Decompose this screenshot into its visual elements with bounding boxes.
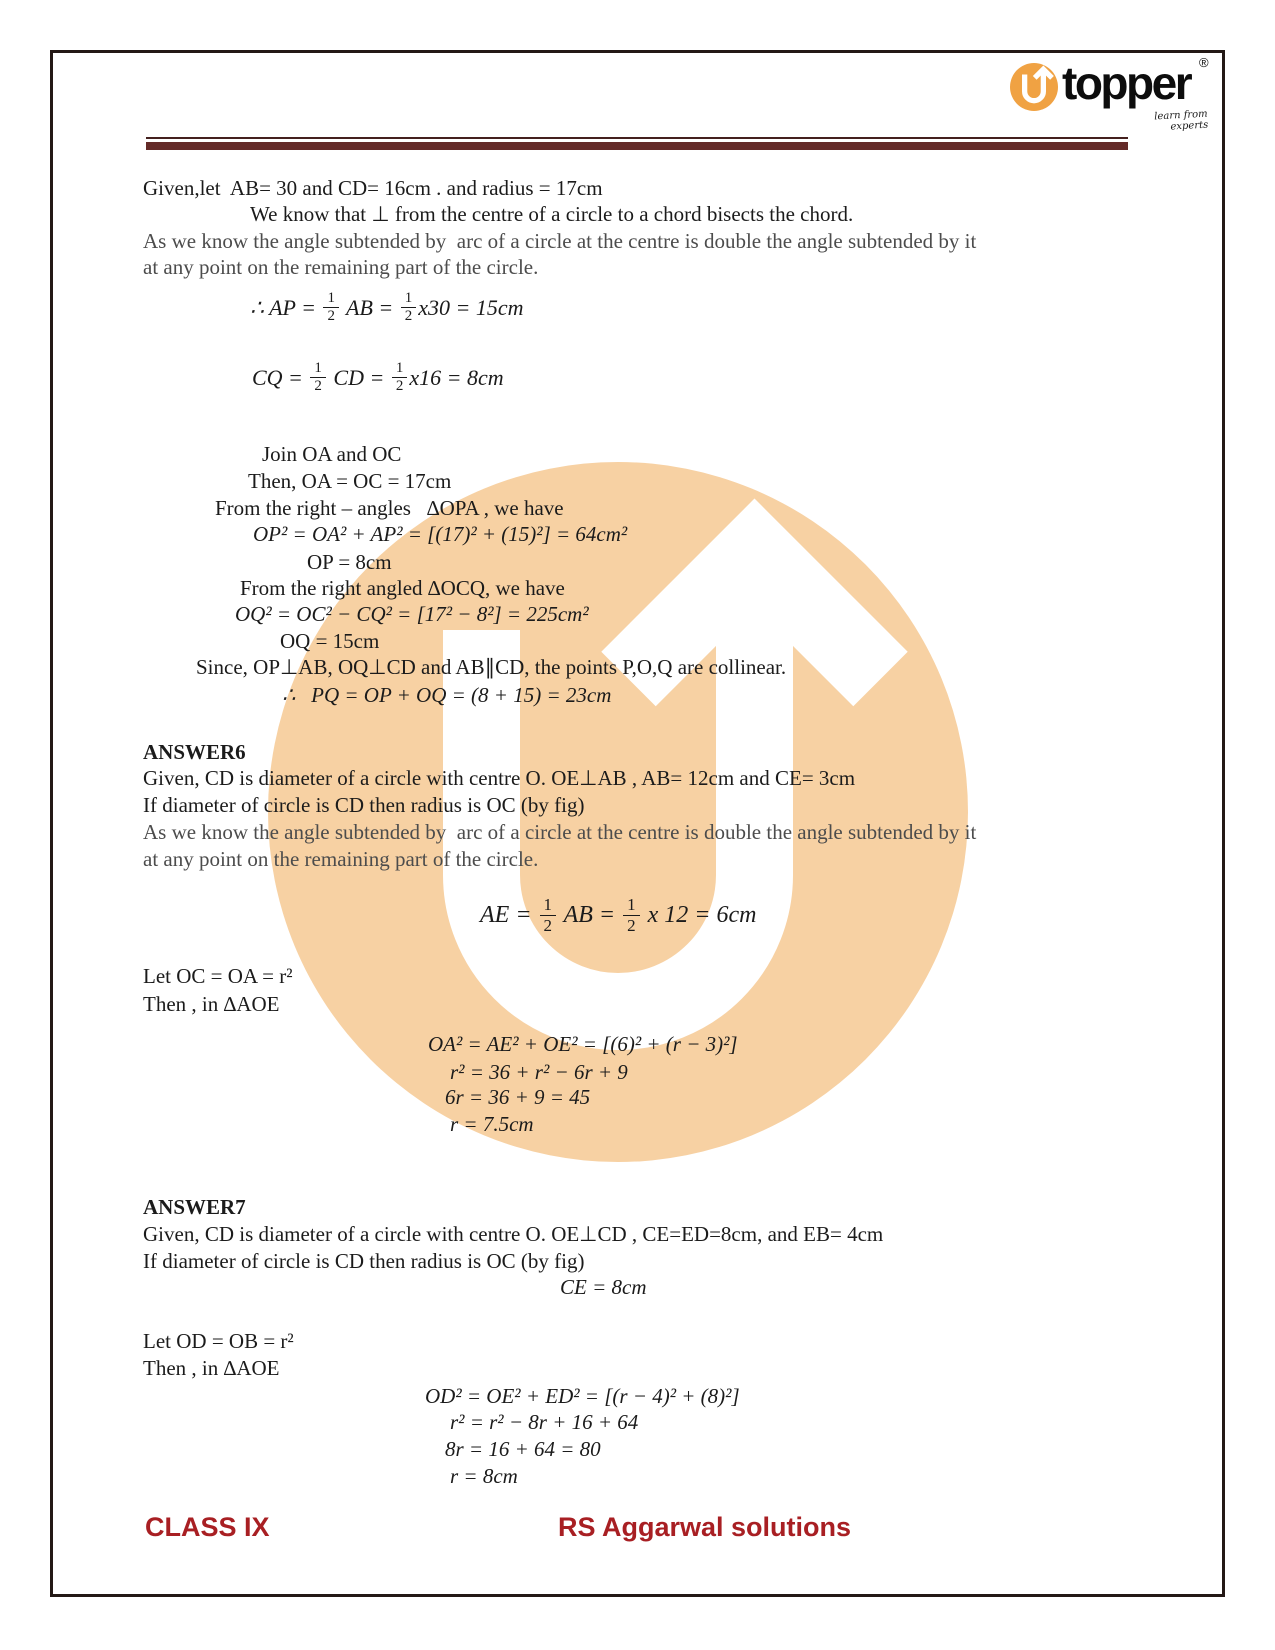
equation-segment: CQ =	[252, 364, 309, 390]
text-line: As we know the angle subtended by arc of a circle at the centre is double the angle subtended by it	[143, 820, 977, 844]
header-divider-thick	[146, 142, 1128, 150]
fraction-denominator: 2	[314, 378, 322, 395]
brand-tagline: learn from experts	[1153, 108, 1209, 133]
equation-line: OQ² = OC² − CQ² = [17² − 8²] = 225cm²	[235, 602, 589, 626]
fraction-denominator: 2	[395, 378, 404, 395]
equation-line: OD² = OE² + ED² = [(r − 4)² + (8)²]	[425, 1384, 740, 1408]
equation-line: CE = 8cm	[560, 1275, 647, 1299]
equation-segment: x16 = 8cm	[409, 364, 504, 390]
fraction	[623, 895, 640, 935]
fraction-denominator: 2	[627, 915, 636, 935]
fraction-numerator: 1	[310, 360, 326, 378]
fraction	[540, 895, 557, 935]
fraction	[392, 360, 408, 396]
text-line: If diameter of circle is CD then radius is OC (by fig)	[143, 1249, 585, 1273]
text-line: Given, CD is diameter of a circle with centre O. OE⊥AB , AB= 12cm and CE= 3cm	[143, 766, 856, 790]
equation-segment: x30 = 15cm	[418, 294, 524, 320]
registered-trademark-symbol: ®	[1199, 55, 1209, 70]
equation-segment: AE =	[480, 901, 538, 928]
text-line: at any point on the remaining part of the circle.	[143, 255, 539, 279]
fraction	[401, 290, 417, 326]
text-line: at any point on the remaining part of the circle.	[143, 847, 539, 871]
equation-line: r = 8cm	[450, 1464, 518, 1488]
fraction-denominator: 2	[543, 915, 553, 935]
fraction-numerator: 1	[392, 360, 408, 378]
fraction	[310, 360, 326, 396]
fraction-numerator: 1	[401, 290, 417, 308]
fraction-denominator: 2	[327, 308, 335, 325]
fraction-numerator: 1	[323, 290, 339, 308]
text-line: Then , in ∆AOE	[143, 992, 280, 1016]
footer-book-label: RS Aggarwal solutions	[558, 1512, 852, 1542]
text-line: From the right angled ∆OCQ, we have	[240, 576, 565, 600]
fraction-numerator: 1	[623, 895, 640, 916]
text-line: From the right – angles ∆OPA , we have	[215, 496, 564, 520]
equation-segment: AB =	[340, 294, 399, 320]
text-line: Given,let AB= 30 and CD= 16cm . and radius = 17cm	[143, 176, 603, 200]
fraction-numerator: 1	[540, 895, 557, 916]
text-line: OQ = 15cm	[280, 629, 380, 653]
equation-ap	[250, 290, 524, 326]
text-line: As we know the angle subtended by arc of a circle at the centre is double the angle subtended by it	[143, 229, 977, 253]
text-line: Given, CD is diameter of a circle with centre O. OE⊥CD , CE=ED=8cm, and EB= 4cm	[143, 1222, 884, 1246]
equation-segment: x 12 = 6cm	[641, 901, 757, 928]
equation-line: 8r = 16 + 64 = 80	[445, 1437, 601, 1461]
text-line: OP = 8cm	[307, 550, 392, 574]
footer-class-label: CLASS IX	[145, 1512, 270, 1542]
equation-segment: AB =	[558, 901, 622, 928]
text-line: If diameter of circle is CD then radius is OC (by fig)	[143, 793, 585, 817]
text-line: We know that ⊥ from the centre of a circle to a chord bisects the chord.	[250, 202, 854, 226]
text-line: Let OD = OB = r²	[143, 1329, 294, 1353]
answer6-heading: ANSWER6	[143, 740, 246, 764]
equation-segment: ∴ AP =	[250, 294, 322, 320]
text-line: Let OC = OA = r²	[143, 964, 293, 988]
answer7-heading: ANSWER7	[143, 1195, 246, 1219]
equation-line: r² = 36 + r² − 6r + 9	[450, 1060, 628, 1084]
header-divider-thin	[146, 137, 1128, 139]
text-line: Then , in ∆AOE	[143, 1356, 280, 1380]
fraction	[323, 290, 339, 326]
equation-segment: CD =	[327, 364, 390, 390]
text-line: Then, OA = OC = 17cm	[248, 469, 452, 493]
brand-wordmark: topper	[1062, 57, 1191, 109]
equation-line: r = 7.5cm	[450, 1112, 534, 1136]
equation-cq	[252, 360, 504, 396]
logo-circle	[1010, 63, 1058, 111]
topper-logo-icon	[1010, 63, 1058, 111]
equation-ae	[480, 895, 756, 935]
text-line: Join OA and OC	[262, 442, 402, 466]
equation-line: 6r = 36 + 9 = 45	[445, 1085, 591, 1109]
equation-line: OA² = AE² + OE² = [(6)² + (r − 3)²]	[428, 1032, 738, 1056]
equation-line: r² = r² − 8r + 16 + 64	[450, 1410, 639, 1434]
fraction-denominator: 2	[404, 308, 413, 325]
equation-line: ∴ PQ = OP + OQ = (8 + 15) = 23cm	[282, 683, 612, 707]
equation-line: OP² = OA² + AP² = [(17)² + (15)²] = 64cm²	[253, 522, 628, 546]
text-line: Since, OP⊥AB, OQ⊥CD and AB∥CD, the points P,O,Q are collinear.	[196, 655, 787, 679]
